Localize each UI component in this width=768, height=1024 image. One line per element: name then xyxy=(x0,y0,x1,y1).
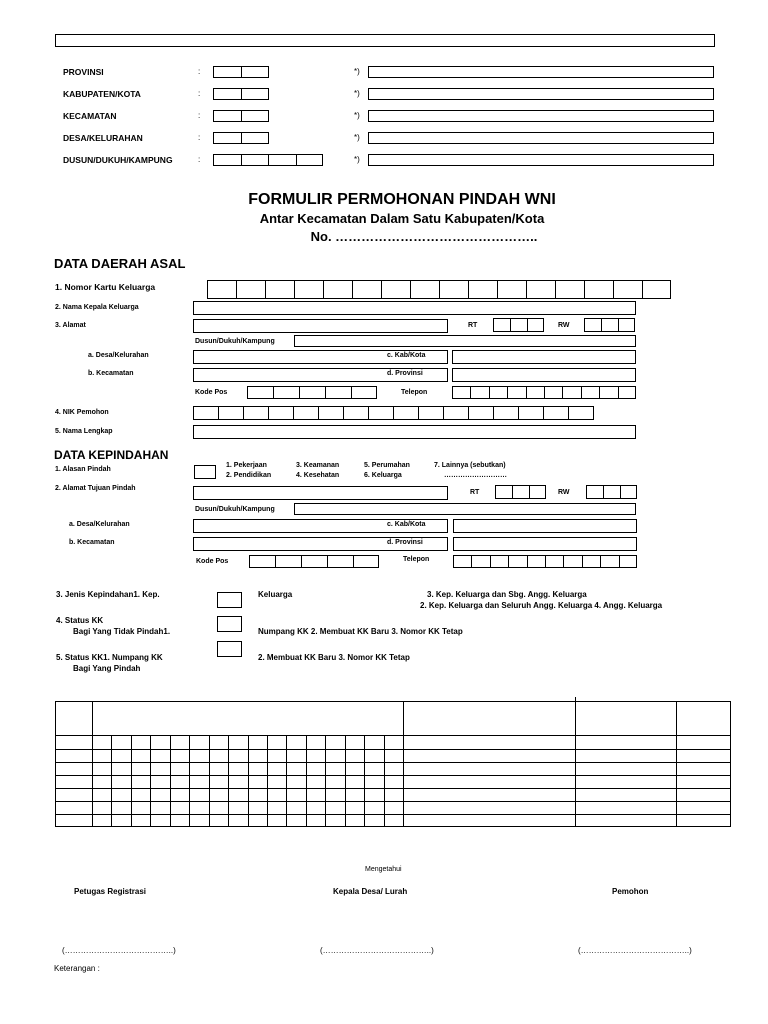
kab-asal-input[interactable] xyxy=(452,350,636,364)
label-alamat-tujuan: 2. Alamat Tujuan Pindah xyxy=(55,485,136,492)
table-header-cell xyxy=(403,702,576,736)
label-desa-asal: a. Desa/Kelurahan xyxy=(88,352,149,359)
pemohon-label: Pemohon xyxy=(612,887,649,896)
keterangan-label: Keterangan : xyxy=(54,964,100,973)
status-tidak-pindah-options: Numpang KK 2. Membuat KK Baru 3. Nomor KK Tetap xyxy=(258,627,463,636)
reason-perumahan: 5. Perumahan xyxy=(364,462,410,469)
label-kab-tujuan: c. Kab/Kota xyxy=(387,521,426,528)
rt-input[interactable] xyxy=(493,318,544,332)
required-mark: *) xyxy=(354,89,360,98)
colon: : xyxy=(198,133,201,142)
label-alamat: 3. Alamat xyxy=(55,322,86,329)
mengetahui-label: Mengetahui xyxy=(365,866,402,873)
table-row[interactable] xyxy=(56,815,731,827)
required-mark: *) xyxy=(354,155,360,164)
kepala-desa-label: Kepala Desa/ Lurah xyxy=(333,887,408,896)
label-telepon-tujuan: Telepon xyxy=(403,556,430,563)
rt-tujuan-input[interactable] xyxy=(495,485,546,499)
label-nik: 4. NIK Pemohon xyxy=(55,409,109,416)
nomor-kk-input[interactable] xyxy=(207,280,671,299)
label-nama-lengkap: 5. Nama Lengkap xyxy=(55,428,113,435)
section-heading-kepindahan: DATA KEPINDAHAN xyxy=(54,448,169,462)
form-number: No. ……………………………………….. xyxy=(310,229,538,244)
jenis-option-keluarga: Keluarga xyxy=(258,590,293,599)
signature-line-petugas[interactable]: (…………………………………..) xyxy=(62,946,176,955)
label-prov-asal: d. Provinsi xyxy=(387,370,423,377)
table-row[interactable] xyxy=(56,802,731,815)
label-kabupaten: KABUPATEN/KOTA xyxy=(63,89,141,99)
table-header-cell xyxy=(677,702,731,736)
telepon-tujuan-input[interactable] xyxy=(453,555,637,568)
prov-tujuan-input[interactable] xyxy=(453,537,637,551)
label-kab-asal: c. Kab/Kota xyxy=(387,352,426,359)
rw-input[interactable] xyxy=(584,318,635,332)
colon: : xyxy=(198,155,201,164)
required-mark: *) xyxy=(354,111,360,120)
reason-keluarga: 6. Keluarga xyxy=(364,472,402,479)
top-banner-box xyxy=(55,34,715,47)
desa-code-input[interactable] xyxy=(213,132,269,144)
label-status-kk-tidak-pindah: 4. Status KK xyxy=(56,616,104,625)
reason-pendidikan: 2. Pendidikan xyxy=(226,472,272,479)
dusun-tujuan-input[interactable] xyxy=(294,503,636,515)
label-kec-asal: b. Kecamatan xyxy=(88,370,134,377)
jenis-option-2-4: 2. Kep. Keluarga dan Seluruh Angg. Keluarga 4. Angg. Keluarga xyxy=(420,601,663,610)
reason-lainnya: 7. Lainnya (sebutkan) xyxy=(434,462,506,469)
label-rw-tujuan: RW xyxy=(558,489,570,496)
status-kk-tidak-pindah-input[interactable] xyxy=(217,616,242,632)
label-rt: RT xyxy=(468,322,478,329)
desa-name-input[interactable] xyxy=(368,132,714,144)
label-desa: DESA/KELURAHAN xyxy=(63,133,143,143)
provinsi-name-input[interactable] xyxy=(368,66,714,78)
label-nomor-kk: 1. Nomor Kartu Keluarga xyxy=(55,282,156,292)
dusun-asal-input[interactable] xyxy=(294,335,636,347)
label-jenis-kepindahan: 3. Jenis Kepindahan1. Kep. xyxy=(56,590,160,599)
label-status-kk-pindah: 5. Status KK1. Numpang KK xyxy=(56,653,163,662)
kepala-keluarga-input[interactable] xyxy=(193,301,636,315)
label-prov-tujuan: d. Provinsi xyxy=(387,539,423,546)
table-row[interactable] xyxy=(56,789,731,802)
kecamatan-code-input[interactable] xyxy=(213,110,269,122)
label-telepon-asal: Telepon xyxy=(401,389,428,396)
label-kodepos-asal: Kode Pos xyxy=(195,389,228,396)
table-row[interactable] xyxy=(56,763,731,776)
prov-asal-input[interactable] xyxy=(452,368,636,382)
colon: : xyxy=(198,111,201,120)
table-header-cell xyxy=(576,702,677,736)
signature-line-kepala[interactable]: (…………………………………..) xyxy=(320,946,434,955)
dusun-code-input[interactable] xyxy=(213,154,323,166)
dusun-name-input[interactable] xyxy=(368,154,714,166)
kabupaten-name-input[interactable] xyxy=(368,88,714,100)
table-header-cell xyxy=(56,702,93,736)
label-kec-tujuan: b. Kecamatan xyxy=(69,539,115,546)
kab-tujuan-input[interactable] xyxy=(453,519,637,533)
nik-input[interactable] xyxy=(193,406,594,420)
label-dusun-tujuan: Dusun/Dukuh/Kampung xyxy=(195,506,275,513)
reason-lainnya-blank: ……………………… xyxy=(444,472,507,479)
label-dusun-asal: Dusun/Dukuh/Kampung xyxy=(195,338,275,345)
colon: : xyxy=(198,89,201,98)
kodepos-asal-input[interactable] xyxy=(247,386,377,399)
label-dusun: DUSUN/DUKUH/KAMPUNG xyxy=(63,155,173,165)
table-row[interactable] xyxy=(56,750,731,763)
kodepos-tujuan-input[interactable] xyxy=(249,555,379,568)
alamat-tujuan-input[interactable] xyxy=(193,486,448,500)
table-header-cell xyxy=(92,702,403,736)
label-rt-tujuan: RT xyxy=(470,489,480,496)
jenis-option-3: 3. Kep. Keluarga dan Sbg. Angg. Keluarga xyxy=(427,590,587,599)
label-kecamatan: KECAMATAN xyxy=(63,111,117,121)
form-subtitle: Antar Kecamatan Dalam Satu Kabupaten/Kota xyxy=(259,211,545,226)
rw-tujuan-input[interactable] xyxy=(586,485,637,499)
table-row[interactable] xyxy=(56,776,731,789)
provinsi-code-input[interactable] xyxy=(213,66,269,78)
label-kodepos-tujuan: Kode Pos xyxy=(196,558,229,565)
label-provinsi: PROVINSI xyxy=(63,67,104,77)
signature-line-pemohon[interactable]: (…………………………………..) xyxy=(578,946,692,955)
status-pindah-options: 2. Membuat KK Baru 3. Nomor KK Tetap xyxy=(258,653,410,662)
label-alasan-pindah: 1. Alasan Pindah xyxy=(55,466,111,473)
section-heading-asal: DATA DAERAH ASAL xyxy=(54,256,186,271)
petugas-registrasi-label: Petugas Registrasi xyxy=(74,887,147,896)
reason-kesehatan: 4. Kesehatan xyxy=(296,472,340,479)
label-status-kk-tidak-pindah-2: Bagi Yang Tidak Pindah1. xyxy=(73,627,171,636)
reason-keamanan: 3. Keamanan xyxy=(296,462,340,469)
label-desa-tujuan: a. Desa/Kelurahan xyxy=(69,521,130,528)
required-mark: *) xyxy=(354,67,360,76)
label-status-kk-pindah-2: Bagi Yang Pindah xyxy=(73,664,141,673)
kecamatan-name-input[interactable] xyxy=(368,110,714,122)
form-title: FORMULIR PERMOHONAN PINDAH WNI xyxy=(248,191,556,208)
kabupaten-code-input[interactable] xyxy=(213,88,269,100)
reason-pekerjaan: 1. Pekerjaan xyxy=(226,462,267,469)
colon: : xyxy=(198,67,201,76)
nama-lengkap-input[interactable] xyxy=(193,425,636,439)
alasan-pindah-input[interactable] xyxy=(194,465,216,479)
table-row xyxy=(56,736,731,750)
label-rw: RW xyxy=(558,322,570,329)
telepon-asal-input[interactable] xyxy=(452,386,636,399)
required-mark: *) xyxy=(354,133,360,142)
label-kepala-keluarga: 2. Nama Kepala Keluarga xyxy=(55,304,139,311)
member-table xyxy=(55,701,731,827)
status-kk-pindah-input[interactable] xyxy=(217,641,242,657)
jenis-kepindahan-input[interactable] xyxy=(217,592,242,608)
alamat-input[interactable] xyxy=(193,319,448,333)
